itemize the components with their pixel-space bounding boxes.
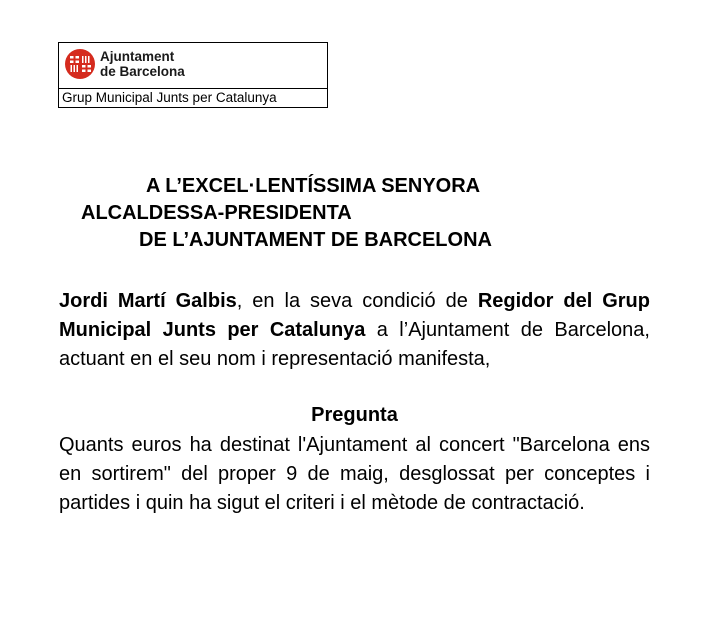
question-text: Quants euros ha destinat l'Ajuntament al concert "Barcelona ens en sortirem" del proper 9 de maig, desglossat per conceptes i partides i quin ha sigut el criteri i el mètode de contractació.	[59, 434, 650, 514]
question-title: Pregunta	[311, 404, 398, 426]
addressee-line-1: A L’EXCEL·LENTÍSSIMA SENYORA	[146, 175, 481, 197]
intro-text-b: a l’Ajuntament de Barcelona, actuant en el seu nom i representació manifesta,	[59, 319, 650, 370]
barcelona-shield-icon	[64, 47, 96, 82]
letterhead-box	[58, 42, 328, 108]
councillor-role: Regidor del Grup Municipal Junts per Catalunya	[59, 290, 650, 341]
org-name-line1: Ajuntament	[100, 49, 175, 64]
group-name: Grup Municipal Junts per Catalunya	[62, 90, 277, 105]
councillor-name: Jordi Martí Galbis	[59, 290, 237, 312]
intro-text-a: , en la seva condició de	[236, 290, 478, 312]
addressee-line-2: ALCALDESSA-PRESIDENTA	[81, 202, 352, 224]
letterhead-logo-row	[59, 43, 327, 89]
intro-paragraph	[59, 287, 650, 374]
org-name	[100, 49, 185, 79]
addressee-line-3: DE L’AJUNTAMENT DE BARCELONA	[139, 229, 492, 251]
org-name-line2: de Barcelona	[100, 64, 185, 79]
